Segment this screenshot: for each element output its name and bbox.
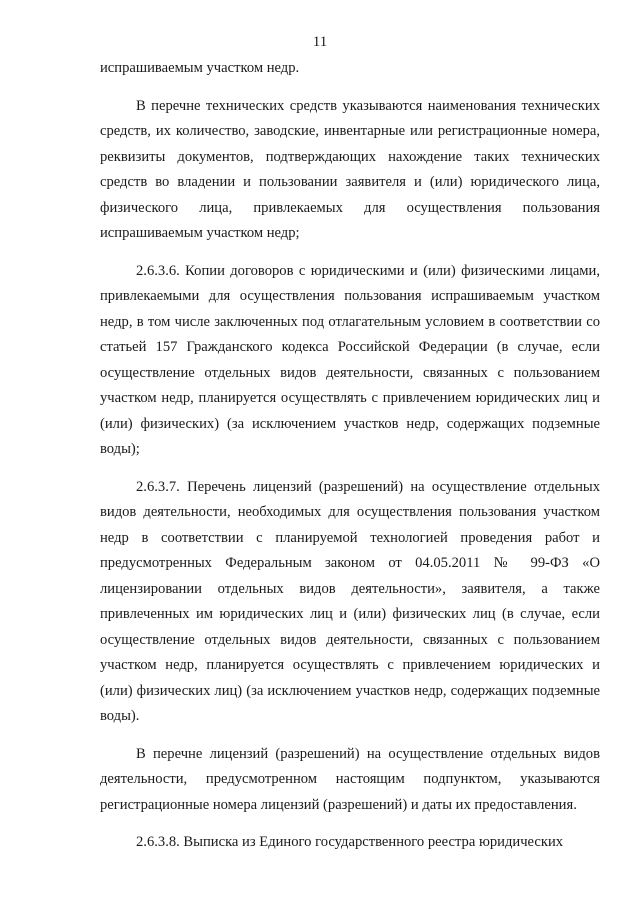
paragraph-technical-means-list: В перечне технических средств указываются наименования технических средств, их количество, заводские, инвентарные или регистрационные номера, реквизиты документов, подтверждающих нахождение таких технических средств во владении и пользовании заявителя и (или) юридического лица, физического лица, привлекаемых для осуществления пользования испрашиваемым участком недр; xyxy=(100,97,600,241)
document-body xyxy=(100,56,600,868)
paragraph-2-6-3-6: 2.6.3.6. Копии договоров с юридическими и (или) физическими лицами, привлекаемыми для осуществления пользования испрашиваемым участком недр, в том числе заключенных под отлагательным условием в соответствии со статьей 157 Гражданского кодекса Российской Федерации (в случае, если осуществление отдельных видов деятельности, связанных с пользованием участком недр, планируется осуществлять с привлечением юридических лиц и (или) физических) (за исключением участков недр, содержащих подземные воды); xyxy=(100,262,600,457)
paragraph-2-6-3-7: 2.6.3.7. Перечень лицензий (разрешений) на осуществление отдельных видов деятельности, необходимых для осуществления пользования участком недр в соответствии с планируемой технологией проведения работ и предусмотренных Федеральным законом от 04.05.2011 № 99-ФЗ «О лицензировании отдельных видов деятельности», заявителя, а также привлеченных им юридических лиц и (или) физических лиц (в случае, если осуществление отдельных видов деятельности, связанных с пользованием участком недр, планируется осуществлять с привлечением юридических и (или) физических лиц) (за исключением участков недр, содержащих подземные воды). xyxy=(100,478,600,724)
page-number: 11 xyxy=(312,34,328,50)
paragraph-2-6-3-8: 2.6.3.8. Выписка из Единого государственного реестра юридических xyxy=(136,834,564,850)
paragraph-continuation: испрашиваемым участком недр. xyxy=(100,60,300,76)
paragraph-licenses-list: В перечне лицензий (разрешений) на осуществление отдельных видов деятельности, предусмотренном настоящим подпунктом, указываются регистрационные номера лицензий (разрешений) и даты их предоставления. xyxy=(100,745,600,813)
